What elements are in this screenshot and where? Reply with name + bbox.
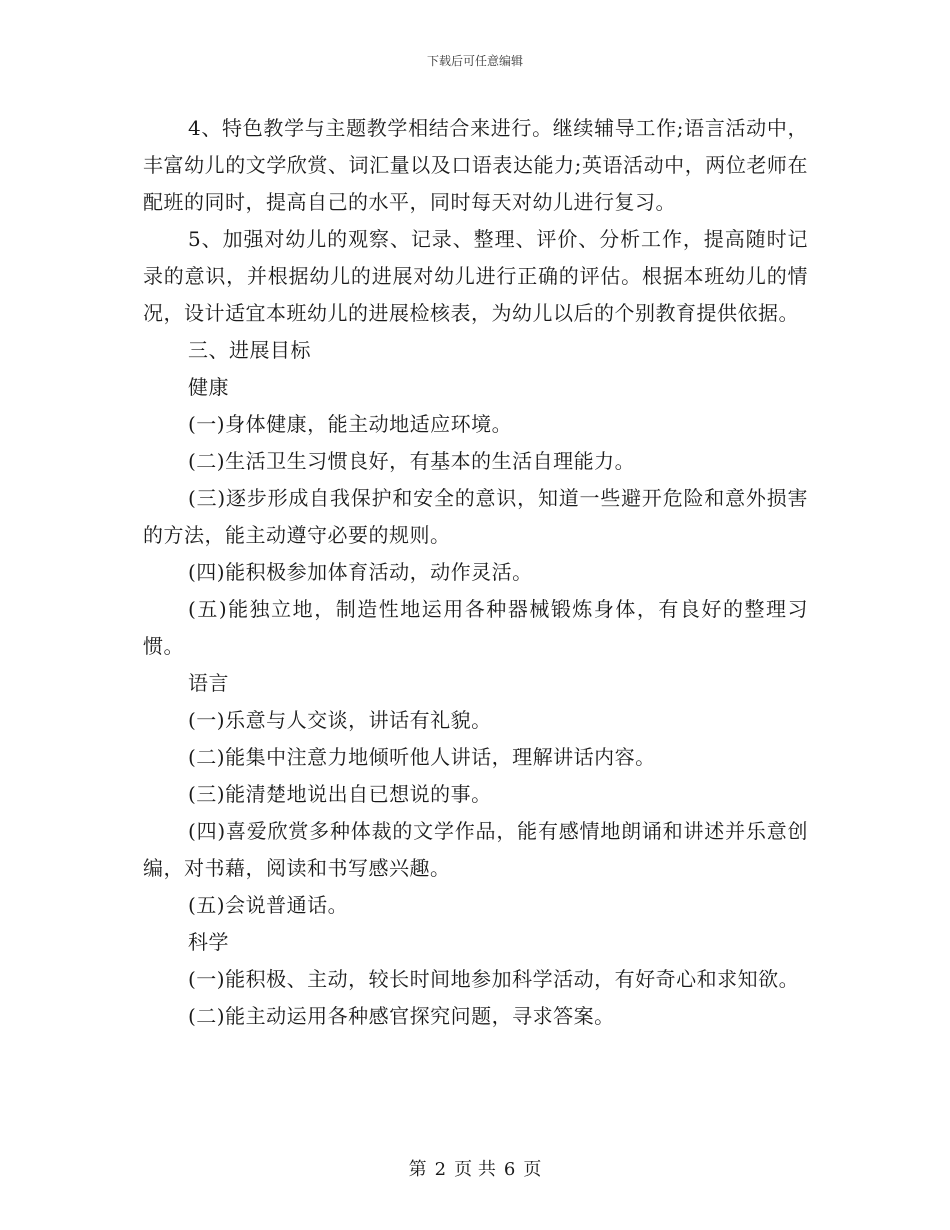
list-item: (一)能积极、主动，较长时间地参加科学活动，有好奇心和求知欲。 [188,967,800,991]
list-item: (三)逐步形成自我保护和安全的意识，知道一些避开危险和意外损害的方法，能主动遵守必要的规则。 [143,486,808,547]
page-number-footer [0,1155,950,1181]
footer-prefix: 第 [408,1159,427,1180]
footer-suffix: 页 [523,1159,542,1180]
list-item: (三)能清楚地说出自已想说的事。 [188,782,492,806]
footer-middle: 页 共 [454,1159,496,1180]
list-item: (四)能积极参加体育活动，动作灵活。 [188,560,533,584]
section-heading-goals: 三、进展目标 [188,338,311,362]
paragraph-item-5: 5、加强对幼儿的观察、记录、整理、评价、分析工作，提高随时记录的意识，并根据幼儿的进展对幼儿进行正确的评估。根据本班幼儿的情况，设计适宜本班幼儿的进展检核表，为幼儿以后的个别教育提供依据。 [143,227,808,325]
list-item: (二)能主动运用各种感官探究问题，寻求答案。 [188,1004,615,1028]
total-pages-number: 6 [503,1159,516,1180]
page-header: 下载后可任意编辑 [426,54,523,68]
list-item: (四)喜爱欣赏多种体裁的文学作品，能有感情地朗诵和讲述并乐意创编，对书藉，阅读和书写感兴趣。 [143,819,808,880]
subheading-health: 健康 [188,375,229,399]
list-item: (二)能集中注意力地倾听他人讲话，理解讲话内容。 [188,745,656,769]
current-page-number: 2 [434,1159,447,1180]
list-item: (五)会说普通话。 [188,893,349,917]
list-item: (五)能独立地，制造性地运用各种器械锻炼身体，有良好的整理习惯。 [143,597,808,658]
document-body [143,110,808,1035]
subheading-science: 科学 [188,930,229,954]
subheading-language: 语言 [188,671,229,695]
list-item: (二)生活卫生习惯良好，有基本的生活自理能力。 [188,449,636,473]
list-item: (一)身体健康，能主动地适应环境。 [188,412,513,436]
list-item: (一)乐意与人交谈，讲话有礼貌。 [188,708,492,732]
paragraph-item-4: 4、特色教学与主题教学相结合来进行。继续辅导工作;语言活动中，丰富幼儿的文学欣赏、词汇量以及口语表达能力;英语活动中，两位老师在配班的同时，提高自己的水平，同时每天对幼儿进行复习。 [143,116,808,214]
